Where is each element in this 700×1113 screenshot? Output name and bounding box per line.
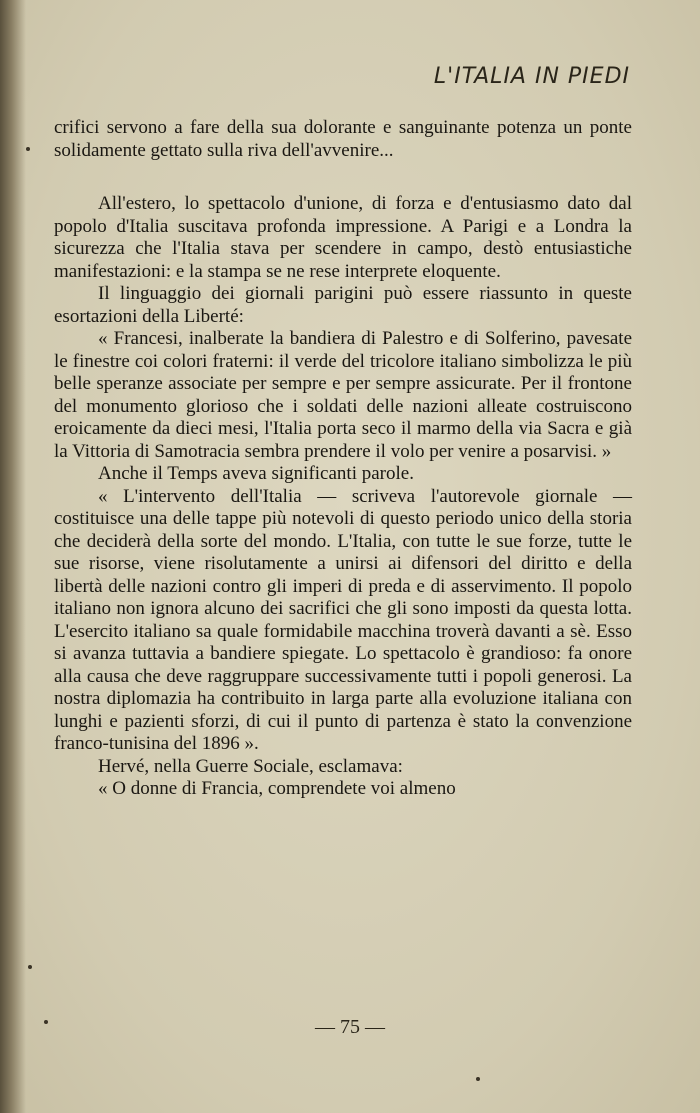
paragraph-continuation: crifici servono a fare della sua dolorante e sanguinante potenza un ponte solidamente gettato sulla riva dell'avvenire... (54, 117, 632, 161)
ink-speck (44, 1020, 48, 1024)
running-title: L'ITALIA IN PIEDI (433, 64, 630, 89)
ink-speck (476, 1077, 480, 1081)
body-text (54, 117, 632, 801)
ink-speck (28, 965, 32, 969)
page-number: — 75 — (315, 1016, 385, 1038)
quote-paragraph: « O donne di Francia, comprendete voi almeno (98, 778, 456, 799)
paragraph: Il linguaggio dei giornali parigini può essere riassunto in queste esortazioni della Liberté: (54, 283, 632, 327)
quote-paragraph: « Francesi, inalberate la bandiera di Palestro e di Solferino, pavesate le finestre coi colori fraterni: il verde del tricolore italiano simbolizza le più belle speranze associate per sempre e per sempre assicurate. Per il frontone del monumento glorioso che i soldati delle nazioni alleate costruiscono eroicamente da dieci mesi, l'Italia porta seco il marmo della via Sacra e già la Vittoria di Samotracia sembra prendere il volo per venire a posarvisi. » (54, 328, 632, 462)
quote-paragraph: « L'intervento dell'Italia — scriveva l'autorevole giornale — costituisce una delle tappe più notevoli di questo periodo unico della storia che deciderà della sorte del mondo. L'Italia, con tutte le sue forze, tutte le sue risorse, viene risolutamente a unirsi ai difensori del diritto e della libertà delle nazioni contro gli imperi di preda e di asservimento. Il popolo italiano non ignora alcuno dei sacrifici che gli sono imposti da questa lotta. L'esercito italiano sa quale formidabile macchina troverà davanti a sè. Esso si avanza tuttavia a bandiere spiegate. Lo spettacolo è grandioso: fa onore alla causa che deve raggruppare successivamente tutti i popoli generosi. La nostra diplomazia ha contribuito in larga parte alla evoluzione italiana con lunghi e pazienti sforzi, di cui il punto di partenza è stato la convenzione franco-tunisina del 1896 ». (54, 485, 632, 754)
paragraph: Hervé, nella Guerre Sociale, esclamava: (98, 755, 403, 777)
paragraph: Anche il Temps aveva significanti parole. (98, 463, 414, 484)
page-edge-shadow (0, 0, 26, 1113)
paragraph: All'estero, lo spettacolo d'unione, di forza e d'entusiasmo dato dal popolo d'Italia suscitava profonda impressione. A Parigi e a Londra la sicurezza che l'Italia stava per scendere in campo, destò entusiastiche manifestazioni: e la stampa se ne rese interprete eloquente. (54, 193, 632, 282)
ink-speck (26, 147, 30, 151)
